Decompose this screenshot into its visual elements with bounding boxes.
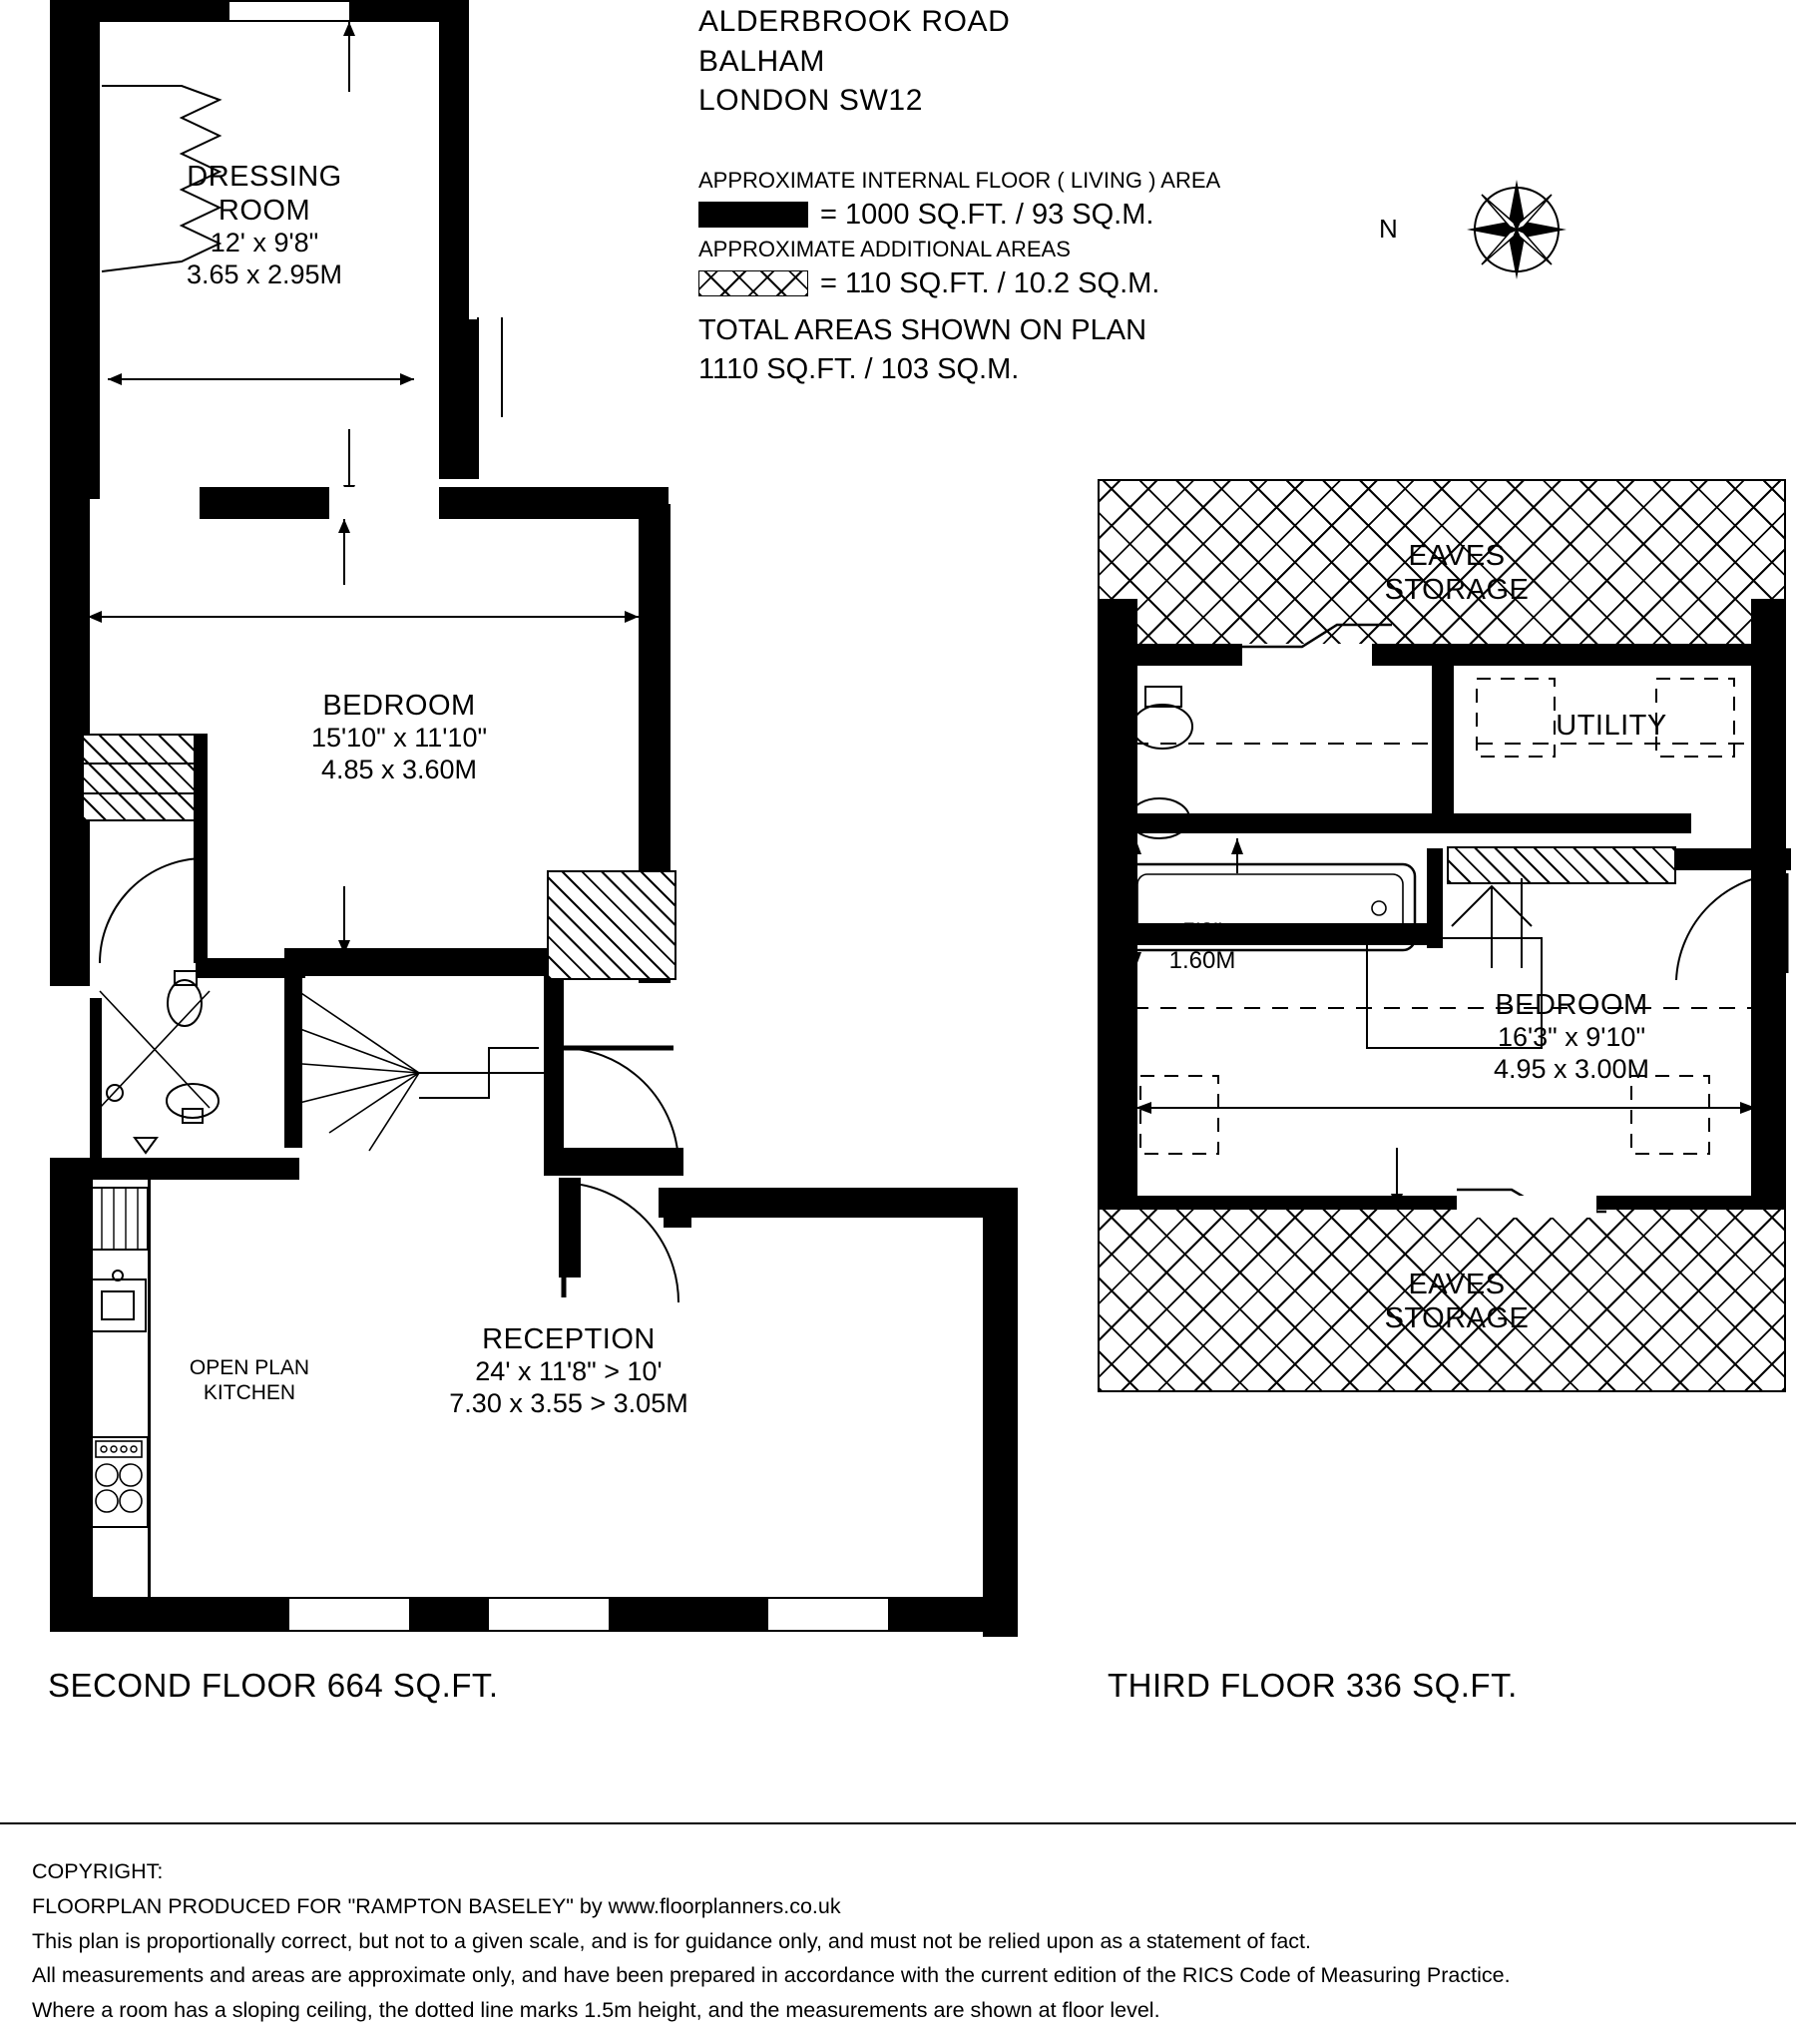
room-label-open-plan-kitchen: OPEN PLAN KITCHEN [189,1356,310,1405]
copyright-line-4: Where a room has a sloping ceiling, the dotted line marks 1.5m height, and the measurements are shown at floor level. [32,1998,1160,2023]
wall [196,958,305,978]
wall [664,1188,691,1228]
stair-lines [82,734,204,823]
internal-area-value: = 1000 SQ.FT. / 93 SQ.M. [820,198,1154,231]
total-area-value: 1110 SQ.FT. / 103 SQ.M. [698,352,1020,385]
total-area-heading: TOTAL AREAS SHOWN ON PLAN [698,313,1147,346]
room-label-bedroom-second: BEDROOM 15'10" x 11'10" 4.85 x 3.60M [310,690,488,785]
wall [559,1178,581,1278]
wall [50,1158,90,1627]
door-swing-icon [559,1178,738,1337]
door-opening [1457,1196,1596,1218]
address-line-2: BALHAM [698,44,825,78]
internal-area-heading: APPROXIMATE INTERNAL FLOOR ( LIVING ) AREA [698,168,1221,193]
additional-area-value: = 110 SQ.FT. / 10.2 SQ.M. [820,266,1160,299]
kitchen-appliances [88,1180,158,1599]
room-label-eaves-storage-bottom: EAVES STORAGE [1384,1269,1530,1335]
svg-text:N: N [1379,214,1398,244]
copyright-block [0,1822,1796,2044]
compass-rose-icon [1367,175,1586,284]
copyright-heading: COPYRIGHT: [32,1859,164,1883]
room-label-bedroom-third: BEDROOM 16'3" x 9'10" 4.95 x 3.00M [1493,989,1650,1085]
room-label-dressing-room: DRESSING ROOM 12' x 9'8" 3.65 x 2.95M [186,161,343,290]
additional-area-heading: APPROXIMATE ADDITIONAL AREAS [698,236,1071,261]
room-label-eaves-storage-top: EAVES STORAGE [1384,540,1530,607]
copyright-line-2: This plan is proportionally correct, but not to a given scale, and is for guidance only, and must not be relied upon as a statement of fact. [32,1928,1311,1953]
dimension-arrows-bedroom-third [1098,818,1796,1238]
dimension-label-5-3: 5'3" 1.60M [1168,918,1236,974]
wall [50,1158,299,1180]
window [289,1597,409,1632]
bathroom-fixtures [95,983,294,1163]
copyright-line-3: All measurements and areas are approximate only, and have been prepared in accordance with the current edition of the RICS Code of Measuring Practice. [32,1963,1511,1988]
address-line-1: ALDERBROOK ROAD [698,5,1011,38]
dimension-arrows-dressing [60,0,499,519]
room-label-reception: RECEPTION 24' x 11'8" > 10' 7.30 x 3.55 > 3.05M [449,1323,688,1419]
room-label-utility: UTILITY [1556,710,1667,742]
address-line-3: LONDON SW12 [698,84,923,118]
second-floor-caption: SECOND FLOOR 664 SQ.FT. [48,1667,499,1704]
winder-stair-lines [289,963,569,1163]
third-floor-caption: THIRD FLOOR 336 SQ.FT. [1108,1667,1518,1704]
third-floor-plan [1078,469,1796,1667]
window [489,1597,609,1632]
wall [983,1188,1018,1637]
door-swing-icon [554,1038,743,1198]
copyright-line-1: FLOORPLAN PRODUCED FOR "RAMPTON BASELEY" by www.floorplanners.co.uk [32,1893,841,1918]
second-floor-plan [0,0,1038,1697]
window [768,1597,888,1632]
